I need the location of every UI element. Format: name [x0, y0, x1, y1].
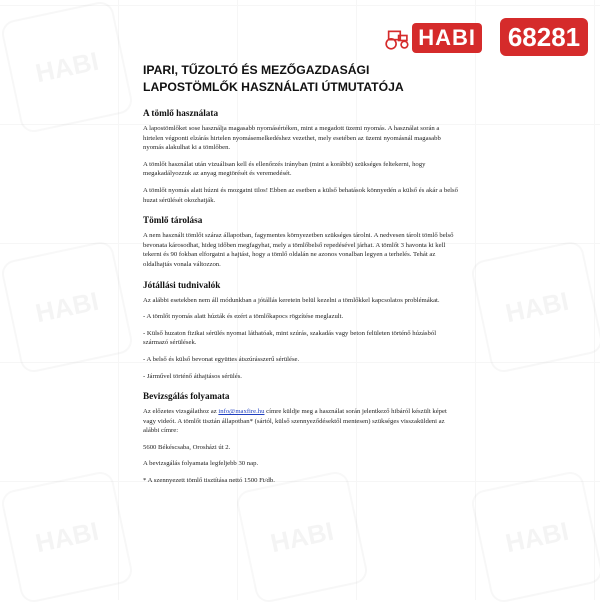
section-heading-process: Bevizsgálás folyamata — [143, 391, 230, 402]
section-heading-storage: Tömlő tárolása — [143, 215, 203, 226]
warranty-paragraph: Az alábbi esetekben nem áll módunkban a jótállás keretein belül kezelni a tömlőkkel kapcsolatos problémákat. — [143, 296, 440, 304]
watermark-tile: HABI — [234, 469, 369, 604]
email-link[interactable]: info@maxfire.hu — [218, 408, 265, 416]
watermark-tile: HABI — [0, 0, 135, 135]
usage-paragraph: A tömlőt használat után vizuálisan kell és ellenőrzés irányban (mint a korábbi) szükséges feltekerni, hogy megakadályozzuk az anyag megtörését és veremedését. — [143, 160, 426, 178]
warranty-item: - A tömlőt nyomás alatt húzták és ezért a tömlőkapocs rögzítése meglazult. — [143, 313, 344, 321]
section-heading-usage: A tömlő használata — [143, 108, 219, 118]
document-title: IPARI, TŰZOLTÓ ÉS MEZŐGAZDASÁGI LAPOSTÖMLŐK HASZNÁLATI ÚTMUTATÓJA — [143, 63, 404, 94]
usage-paragraph: A tömlőt nyomás alatt húzni és mozgatni tilos! Ebben az esetben a külső behatások könnyedén a külső és akár a belső huzat sérülését okozhatják. — [143, 186, 458, 204]
document-body — [143, 62, 461, 493]
address-text: 5600 Békéscsaba, Orosházi út 2. — [143, 443, 231, 451]
warranty-item: - A belső és külső bevonat együttes átszúrásszerű sérülése. — [143, 355, 300, 363]
process-paragraph — [143, 407, 461, 436]
section-heading-warranty: Jótállási tudnivalók — [143, 279, 221, 290]
watermark-tile: HABI — [0, 469, 135, 604]
warranty-item: - Külső huzaton fizikai sérülés nyomai láthatóak, mint szúrás, szakadás vagy beton felületen történő húzásból származó sérülések. — [143, 329, 437, 347]
product-code-badge: 68281 — [500, 18, 588, 56]
tractor-icon — [382, 24, 410, 52]
brand-logo-text: HABI — [412, 23, 482, 53]
brand-logo — [382, 20, 482, 56]
footnote-text: * A szennyezett tömlő tisztítása nettó 1500 Ft/db. — [143, 477, 275, 485]
warranty-item: - Járművel történő áthajtásos sérülés. — [143, 372, 242, 380]
watermark-tile: HABI — [469, 239, 600, 374]
duration-text: A bevizsgálás folyamata legfeljebb 30 nap. — [143, 460, 259, 468]
watermark-tile: HABI — [469, 469, 600, 604]
process-text-before: Az előzetes vizsgálathoz az — [143, 408, 219, 416]
process-text-after: címre küldje meg a használat során jelentkező hibáról készült képet vagy videót. A tömlőt tisztán állapotban* (sártól, külső szennyeződésektől mentesen) szükséges visszaküldeni az alábbi címre: — [143, 408, 447, 435]
storage-paragraph: A nem használt tömlőt száraz állapotban, fagymentes környezetben szükséges tárolni. A nedvesen tárolt tömlő belső bevonata károsodhat, hideg időben megfagyhat, mely a tömlőbelső repedésével járhat. A tömlőt 3 havonta ki kell tekerni és 90 fokban elforgatni a hajtást, hogy a tömlő oldalán ne azonos vonalban legyen a terhelés. Tehát az oldalhajtás vonala változzon. — [143, 232, 454, 268]
usage-paragraph: A lapostömlőket sose használja magasabb nyomásértéken, mint a megadott üzemi nyomás. A használat során a hirtelen végponti elzárás hirtelen nyomásemelkedéshez vezethet, mely esetében az üzemi nyomásnál magasabb nyomás alakulhat ki a tömlőben. — [143, 125, 441, 152]
watermark-tile: HABI — [0, 239, 135, 374]
